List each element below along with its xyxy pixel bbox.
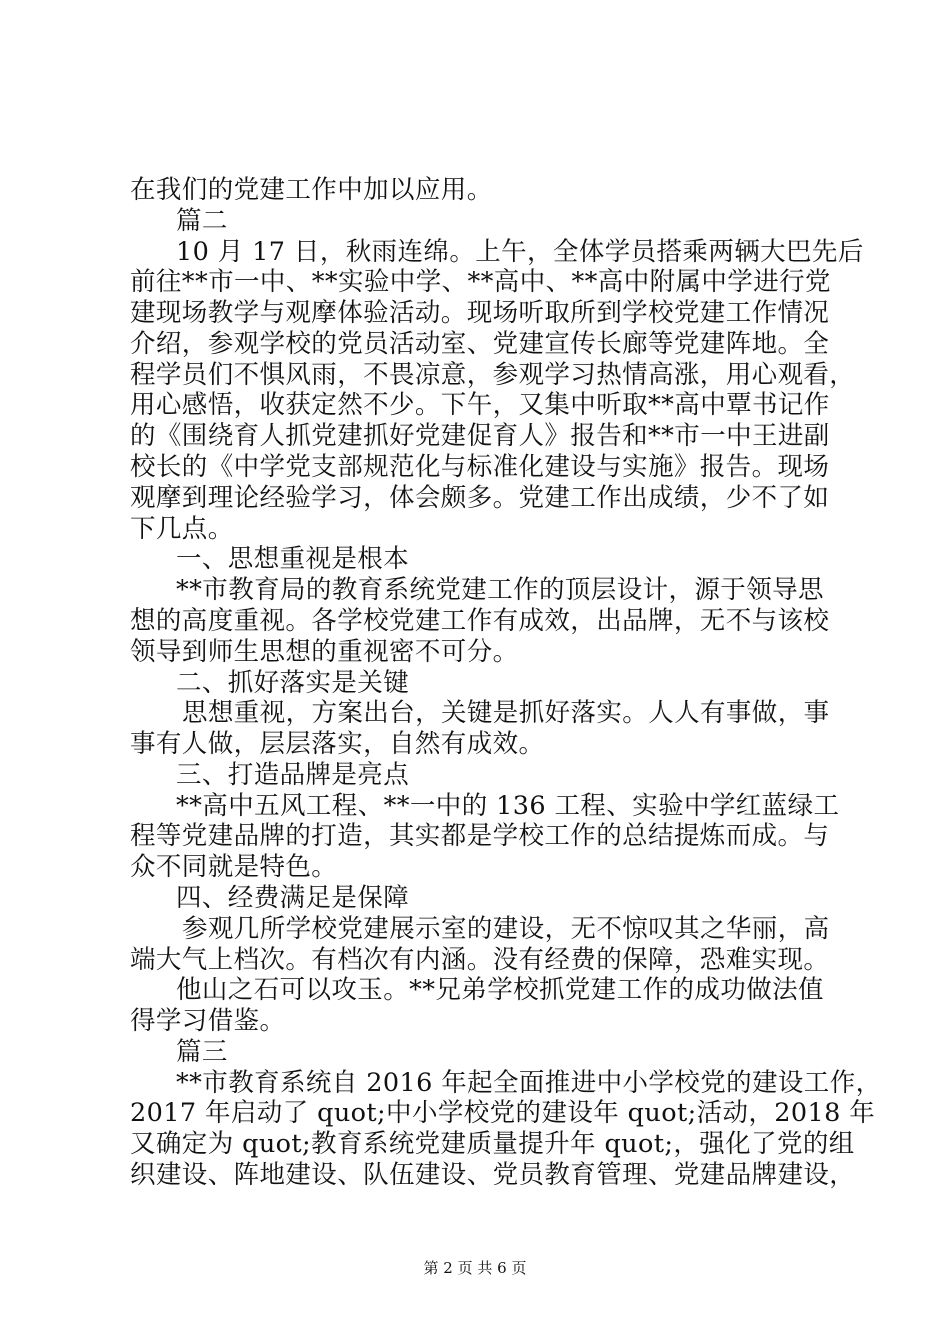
text-line: 事有人做，层层落实，自然有成效。 bbox=[130, 729, 545, 759]
subheading: 二、抓好落实是关键 bbox=[176, 668, 410, 698]
text-line: 参观几所学校党建展示室的建设，无不惊叹其之华丽，高 bbox=[182, 914, 830, 944]
text-line: **市教育系统自 2016 年起全面推进中小学校党的建设工作， bbox=[176, 1068, 882, 1098]
text-line: 前往**市一中、**实验中学、**高中、**高中附属中学进行党 bbox=[130, 267, 831, 297]
text-line: 得学习借鉴。 bbox=[130, 1006, 286, 1036]
text-line: 程等党建品牌的打造，其实都是学校工作的总结提炼而成。与 bbox=[130, 821, 830, 851]
text-line: 又确定为 quot;教育系统党建质量提升年 quot;，强化了党的组 bbox=[130, 1129, 855, 1159]
text-line: 思想重视，方案出台，关键是抓好落实。人人有事做，事 bbox=[182, 698, 830, 728]
text-line: **市教育局的教育系统党建工作的顶层设计，源于领导思 bbox=[176, 575, 824, 605]
text-line: 领导到师生思想的重视密不可分。 bbox=[130, 637, 519, 667]
text-line: **高中五风工程、**一中的 136 工程、实验中学红蓝绿工 bbox=[176, 791, 840, 821]
text-line: 织建设、阵地建设、队伍建设、党员教育管理、党建品牌建设， bbox=[130, 1160, 856, 1190]
text-line: 在我们的党建工作中加以应用。 bbox=[130, 175, 493, 205]
page-footer: 第 2 页 共 6 页 bbox=[423, 1259, 527, 1277]
section-heading: 篇二 bbox=[176, 206, 228, 236]
text-line: 介绍，参观学校的党员活动室、党建宣传长廊等党建阵地。全 bbox=[130, 329, 830, 359]
text-line: 众不同就是特色。 bbox=[130, 852, 338, 882]
text-line: 校长的《中学党支部规范化与标准化建设与实施》报告。现场 bbox=[130, 452, 830, 482]
text-line: 程学员们不惧风雨，不畏凉意，参观学习热情高涨，用心观看， bbox=[130, 360, 856, 390]
text-line: 建现场教学与观摩体验活动。现场听取所到学校党建工作情况 bbox=[130, 298, 830, 328]
text-line: 的《围绕育人抓党建抓好党建促育人》报告和**市一中王进副 bbox=[130, 421, 830, 451]
text-line: 端大气上档次。有档次有内涵。没有经费的保障，恐难实现。 bbox=[130, 945, 830, 975]
text-line: 用心感悟，收获定然不少。下午，又集中听取**高中覃书记作 bbox=[130, 390, 830, 420]
section-heading: 篇三 bbox=[176, 1037, 228, 1067]
subheading: 三、打造品牌是亮点 bbox=[176, 760, 410, 790]
text-line: 下几点。 bbox=[130, 514, 234, 544]
text-line: 10 月 17 日，秋雨连绵。上午，全体学员搭乘两辆大巴先后 bbox=[176, 237, 864, 267]
subheading: 一、思想重视是根本 bbox=[176, 544, 410, 574]
subheading: 四、经费满足是保障 bbox=[176, 883, 410, 913]
text-line: 2017 年启动了 quot;中小学校党的建设年 quot;活动，2018 年 bbox=[130, 1098, 876, 1128]
text-line: 观摩到理论经验学习，体会颇多。党建工作出成绩，少不了如 bbox=[130, 483, 830, 513]
text-line: 他山之石可以攻玉。**兄弟学校抓党建工作的成功做法值 bbox=[176, 975, 824, 1005]
text-line: 想的高度重视。各学校党建工作有成效，出品牌，无不与该校 bbox=[130, 606, 830, 636]
